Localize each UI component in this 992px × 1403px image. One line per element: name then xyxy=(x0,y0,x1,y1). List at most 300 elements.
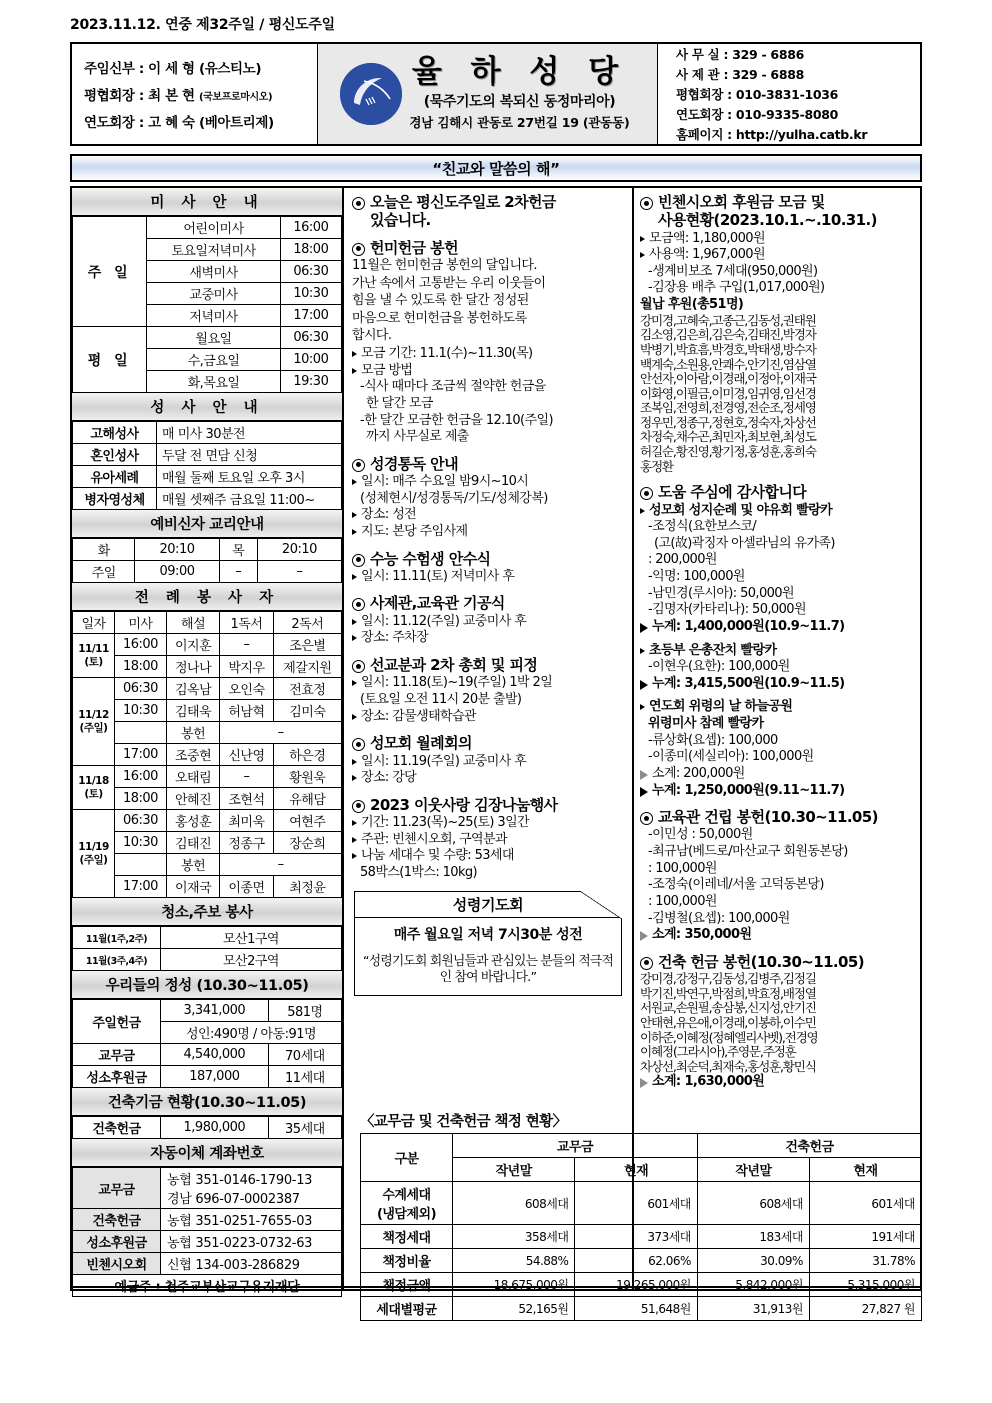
table-row: 책정비율 54.88% 62.06% 30.09% 31.78% xyxy=(361,1249,922,1273)
table-row: 17:00 조중현 신난영 하은경 xyxy=(73,744,342,766)
notice-item xyxy=(352,734,626,787)
column-header: 작년말 xyxy=(697,1158,809,1182)
notice-bullet-line xyxy=(352,346,626,363)
notice-item xyxy=(640,808,916,944)
notice-heading xyxy=(352,193,626,230)
notice-line: -이현우(요한): 100,000원 xyxy=(648,659,790,675)
spirit-prayer-message: “성령기도회 회원님들과 관심있는 분들의 적극적인 참여 바랍니다.” xyxy=(362,953,614,986)
spirit-prayer-callout xyxy=(354,891,622,996)
notice-item xyxy=(352,550,626,586)
donor-name-line: 박기진,박연구,박점희,박효정,배정열 xyxy=(640,985,816,1001)
mass-time: 06:30 xyxy=(280,327,341,349)
notice-heading-text: 2023 이웃사랑 김장나눔행사 xyxy=(370,795,558,814)
triangle-bullet-icon xyxy=(352,775,357,781)
notice-heading xyxy=(352,594,626,612)
notice-line: 58박스(1박스: 10kg) xyxy=(360,864,478,880)
liturgy-date: 11/18 (토) xyxy=(73,766,115,810)
notice-bullet-line xyxy=(640,503,916,520)
spirit-prayer-schedule: 매주 월요일 저녁 7시30분 성전 xyxy=(393,926,583,943)
bullet-circle-icon xyxy=(352,459,365,472)
triangle-bullet-icon xyxy=(352,574,357,580)
notice-line-text: 누계: 1,400,000원(10.9~11.7) xyxy=(652,618,845,634)
notice-body xyxy=(352,569,626,586)
donor-name-line: 강미경,강정구,김동성,김병주,김정길 xyxy=(640,971,816,987)
notice-line-text: 주관: 빈첸시오회, 구역분과 xyxy=(361,831,507,847)
notice-line-text: 사용액: 1,967,000원 xyxy=(649,247,765,263)
column-header: 2독서 xyxy=(273,612,341,634)
spirit-prayer-body xyxy=(354,917,622,996)
church-logo-icon xyxy=(340,63,402,125)
notice-item xyxy=(352,193,626,230)
bullet-circle-icon xyxy=(352,197,365,210)
donor-name-line: 허길순,황진영,황기정,홍성훈,홍희숙 xyxy=(640,444,816,460)
mass-time: 17:00 xyxy=(280,305,341,327)
notice-line: -조정식(요한보스코/ xyxy=(648,519,757,535)
notice-line-text: 모금 기간: 11.1(수)~11.30(목) xyxy=(361,346,533,362)
mass-name: 교중미사 xyxy=(147,283,280,305)
notice-bullet-line xyxy=(352,848,626,865)
bullet-circle-icon xyxy=(640,957,653,970)
bullet-circle-icon xyxy=(640,812,653,825)
triangle-solid-icon xyxy=(640,623,648,633)
notice-line: -최규남(베드로/마산교구 회원동본당) xyxy=(648,844,848,860)
notice-heading-text: 오늘은 평신도주일로 2차헌금 있습니다. xyxy=(370,193,556,230)
notice-bullet-line xyxy=(352,507,626,524)
table-row: 책정세대 358세대 373세대 183세대 191세대 xyxy=(361,1225,922,1249)
bullet-circle-icon xyxy=(640,487,653,500)
contact-office: 사 무 실 : 329 - 6886 xyxy=(676,47,805,62)
triangle-bullet-icon xyxy=(352,635,357,641)
mass-name: 저녁미사 xyxy=(147,305,280,327)
notice-line: 까지 사무실로 제출 xyxy=(366,429,469,445)
triangle-bullet-icon xyxy=(352,512,357,518)
triangle-bullet-icon xyxy=(640,236,645,242)
table-row: 11월(3주,4주) 모산2구역 xyxy=(73,949,342,971)
notice-heading xyxy=(352,796,626,814)
building-fund-table xyxy=(72,1116,342,1139)
notice-total-line xyxy=(640,1074,916,1091)
triangle-bullet-icon xyxy=(352,853,357,859)
donor-name-line: 김소영,김은희,김은숙,김태진,박경자 xyxy=(640,327,816,343)
mass-name: 어린이미사 xyxy=(147,217,280,239)
notice-item xyxy=(352,656,626,725)
column-header: 구분 xyxy=(361,1134,453,1182)
notice-bullet-line xyxy=(352,569,626,586)
notice-item xyxy=(640,953,916,1091)
left-column xyxy=(72,188,344,1295)
mass-name: 수,금요일 xyxy=(147,349,280,371)
notice-heading-text: 건축 헌금 봉헌(10.30~11.05) xyxy=(658,952,864,971)
mass-time: 18:00 xyxy=(280,239,341,261)
table-row: 세대별평균 52,165원 51,648원 31,913원 27,827 원 xyxy=(361,1297,922,1321)
mass-time: 10:30 xyxy=(280,283,341,305)
triangle-solid-icon xyxy=(640,680,648,690)
notice-line-text: 장소: 성전 xyxy=(361,507,417,523)
notice-bullet-line xyxy=(352,815,626,832)
offering-title: 우리들의 정성 (10.30~11.05) xyxy=(72,971,342,999)
table-row: 수계세대 (냉담제외) 608세대 601세대 608세대 601세대 xyxy=(361,1182,922,1225)
notice-line: -식사 때마다 조금씩 절약한 헌금을 xyxy=(360,379,546,395)
mass-name: 새벽미사 xyxy=(147,261,280,283)
triangle-bullet-icon xyxy=(352,479,357,485)
council-line: 평협회장 : 최 본 현 (국보프로마시오) xyxy=(84,88,273,104)
notice-line: -조정숙(이레네/서울 고덕동본당) xyxy=(648,877,824,893)
offertory-value: – xyxy=(220,854,342,876)
notice-body xyxy=(352,815,626,882)
notice-heading xyxy=(640,953,916,971)
notice-line-text: 소계: 350,000원 xyxy=(652,927,752,943)
table-row: 책정금액 18,675,000원 19,265,000원 5,842,000원 5,315,000원 xyxy=(361,1273,922,1297)
offertory-label: 봉헌 xyxy=(166,854,219,876)
notice-body xyxy=(640,231,916,475)
table-row: 주일 09:00 – – xyxy=(73,561,342,583)
notice-bullet-line xyxy=(352,363,626,380)
contact-rectory: 사 제 관 : 329 - 6888 xyxy=(676,67,805,82)
table-row: 빈첸시오회 신협 134-003-286829 xyxy=(73,1253,342,1275)
bullet-circle-icon xyxy=(352,660,365,673)
table-row: 11/12 (주일) 06:30 김옥남 오인숙 전효정 xyxy=(73,678,342,700)
notice-line: 마음으로 헌미헌금을 봉헌하도록 xyxy=(352,310,527,326)
notice-body xyxy=(352,614,626,647)
church-address: 경남 김해시 관동로 27번길 19 (관동동) xyxy=(409,115,630,130)
notice-heading-text: 선교분과 2차 총회 및 피정 xyxy=(370,656,538,675)
column-header: 현재 xyxy=(809,1158,921,1182)
yeondo-line: 연도회장 : 고 혜 숙 (베아트리제) xyxy=(84,115,274,131)
table-row: 10:30 김태욱 허남혁 김미숙 xyxy=(73,700,342,722)
notice-item xyxy=(640,483,916,799)
theme-banner: “친교와 말씀의 해” xyxy=(70,154,922,182)
notice-total-line xyxy=(640,766,916,783)
notice-line: : 100,000원 xyxy=(648,860,717,876)
notice-bullet-line xyxy=(640,699,916,716)
column-group-header: 건축헌금 xyxy=(697,1134,921,1158)
notice-bullet-line xyxy=(352,770,626,787)
notice-line-text: 누계: 3,415,500원(10.9~11.5) xyxy=(652,675,845,691)
triangle-bullet-icon xyxy=(352,714,357,720)
bullet-circle-icon xyxy=(352,554,365,567)
triangle-bullet-icon xyxy=(352,351,357,357)
notice-line-text: 모금액: 1,180,000원 xyxy=(649,230,765,246)
spirit-prayer-title xyxy=(354,891,622,917)
donor-name-line: 안태현,유은애,이경래,이봉하,이수민 xyxy=(640,1014,816,1030)
notice-line: 힘을 낼 수 있도록 한 달간 정성된 xyxy=(352,293,529,309)
triangle-bullet-icon xyxy=(352,820,357,826)
offering-table xyxy=(72,999,342,1088)
table-row: 11/11 (토) 16:00 이지훈 – 조은별 xyxy=(73,634,342,656)
mass-time: 16:00 xyxy=(280,217,341,239)
notice-bullet-line xyxy=(352,630,626,647)
notice-line-text: 모금 방법 xyxy=(361,362,413,378)
donor-name-line: 안선자,이아람,이경래,이정아,이재국 xyxy=(640,371,816,387)
council-saint-name: (국보프로마시오) xyxy=(199,92,273,103)
mass-guide-table xyxy=(72,216,342,393)
table-row: 건축헌금 농협 351-0251-7655-03 xyxy=(73,1209,342,1231)
notice-heading xyxy=(352,550,626,568)
notice-line-text: 장소: 감물생태학습관 xyxy=(361,708,476,724)
table-row: 18:00 정나나 박지우 제갈지원 xyxy=(73,656,342,678)
notice-heading-text: 사제관,교육관 기공식 xyxy=(370,594,505,613)
table-row: 병자영성체 매월 셋째주 금요일 11:00~ xyxy=(73,488,342,510)
notice-bullet-line xyxy=(352,709,626,726)
table-row: 성소후원금 농협 351-0223-0732-63 xyxy=(73,1231,342,1253)
notice-heading xyxy=(352,656,626,674)
notice-line-text: 나눔 세대수 및 수량: 53세대 xyxy=(361,848,514,864)
notice-body xyxy=(352,675,626,725)
notice-line xyxy=(640,636,916,643)
contact-homepage[interactable]: 홈페이지 : http://yulha.catb.kr xyxy=(676,127,868,142)
table-row xyxy=(73,327,342,349)
assessment-status-title: 〈교무금 및 건축헌금 책정 현황〉 xyxy=(360,1114,567,1130)
notice-body xyxy=(640,503,916,800)
table-row: 11월(1주,2주) 모산1구역 xyxy=(73,927,342,949)
table-row xyxy=(73,217,342,239)
notice-heading-text: 빈첸시오회 후원금 모금 및 사용현황(2023.10.1.~.10.31.) xyxy=(658,193,877,230)
notice-heading-text: 수능 수험생 안수식 xyxy=(370,549,491,568)
notice-line: -익명: 100,000원 xyxy=(648,569,745,585)
bullet-circle-icon xyxy=(352,243,365,256)
offering-note: 성인:490명 / 아동:91명 xyxy=(161,1022,342,1044)
table-header-row xyxy=(361,1134,922,1158)
notice-body xyxy=(352,258,626,446)
bullet-circle-icon xyxy=(352,598,365,611)
notice-line: -김병철(요셉): 100,000원 xyxy=(648,910,790,926)
liturgy-date: 11/19 (주일) xyxy=(73,810,115,898)
notice-line-text: 장소: 강당 xyxy=(361,770,417,786)
notice-line: -김장용 배추 구입(1,017,000원) xyxy=(648,280,825,296)
triangle-bullet-icon xyxy=(352,529,357,535)
notice-total-line xyxy=(640,783,916,800)
triangle-bullet-icon xyxy=(352,837,357,843)
triangle-solid-icon xyxy=(640,787,648,797)
notice-body xyxy=(352,474,626,541)
notice-line-text: 누계: 1,250,000원(9.11~11.7) xyxy=(652,782,845,798)
notice-bullet-line xyxy=(352,832,626,849)
notice-line-text: 기간: 11.23(목)~25(토) 3일간 xyxy=(361,815,530,831)
pastor-line: 주임신부 : 이 세 형 (유스티노) xyxy=(84,61,262,77)
notice-line: -생계비보조 7세대(950,000원) xyxy=(648,263,818,279)
column-group-header: 교무금 xyxy=(453,1134,698,1158)
notice-heading-text: 성모회 월례회의 xyxy=(370,734,472,753)
notice-heading-text: 교육관 건립 봉헌(10.30~11.05) xyxy=(658,808,878,827)
table-row: 주일헌금 3,341,000 581명 xyxy=(73,1000,342,1022)
triangle-bullet-icon xyxy=(640,648,645,654)
offering-label: 주일헌금 xyxy=(73,1000,161,1044)
table-row: 11/18 (토) 16:00 오태림 – 황원욱 xyxy=(73,766,342,788)
mass-time: 06:30 xyxy=(280,261,341,283)
notice-heading-text: 도움 주심에 감사합니다 xyxy=(658,483,807,502)
sacrament-guide-title: 성 사 안 내 xyxy=(72,393,342,421)
notice-bullet-line xyxy=(352,524,626,541)
notice-heading xyxy=(352,455,626,473)
notice-heading xyxy=(640,193,916,230)
table-row: 성소후원금 187,000 11세대 xyxy=(73,1066,342,1088)
notice-line: -류상화(요셉): 100,000 xyxy=(648,732,778,748)
triangle-bullet-icon xyxy=(352,619,357,625)
notice-item xyxy=(352,796,626,882)
notice-line-text: 일시: 11.19(주일) 교중미사 후 xyxy=(361,753,527,769)
notice-line: 11월은 헌미헌금 봉헌의 달입니다. xyxy=(352,257,537,273)
donor-name-line: 정우민,정종구,정현호,정숙자,차상선 xyxy=(640,414,816,430)
mass-day-group: 평 일 xyxy=(73,327,147,393)
notice-heading xyxy=(352,734,626,752)
notice-item xyxy=(352,239,626,446)
notice-line: -남민경(루시아): 50,000원 xyxy=(648,585,794,601)
notice-line-text: 일시: 11.11(토) 저녁미사 후 xyxy=(361,568,515,584)
notice-line: 위령미사 참례 빨랑카 xyxy=(648,716,764,732)
donor-name-line: 조복임,전영희,전경영,전순조,정세영 xyxy=(640,400,816,416)
notice-line: -이종미(세실리아): 100,000원 xyxy=(648,749,814,765)
column-header: 작년말 xyxy=(453,1158,575,1182)
donor-name-line: 박병기,박효흠,박경호,박태생,방수자 xyxy=(640,341,816,357)
mass-name: 화,목요일 xyxy=(147,371,280,393)
contact-yeondo-chair: 연도회장 : 010-9335-8080 xyxy=(676,107,839,122)
table-row: 10:30 김태진 정종구 장순희 xyxy=(73,832,342,854)
page-bottom-rule xyxy=(70,1286,922,1288)
notice-line-text: 일시: 11.12(주일) 교중미사 후 xyxy=(361,613,527,629)
donor-name-line: 서원교,손원필,송삼봉,신지성,안기진 xyxy=(640,1000,816,1016)
mass-name: 월요일 xyxy=(147,327,280,349)
dateline: 2023.11.12. 연중 제32주일 / 평신도주일 xyxy=(70,17,335,33)
donor-name-line: 차정숙,채수곤,최민자,최보현,최성도 xyxy=(640,429,816,445)
notice-line-text: 지도: 본당 주임사제 xyxy=(361,523,468,539)
column-header: 해설 xyxy=(166,612,219,634)
spirit-prayer-title-text: 성령기도회 xyxy=(452,895,524,914)
notice-line: -한 달간 모금한 헌금을 12.10(주일) xyxy=(360,412,553,428)
liturgy-date: 11/12 (주일) xyxy=(73,678,115,766)
notice-line-text: 성모회 성지순례 및 야유회 빨랑카 xyxy=(649,502,833,518)
offertory-label: 봉헌 xyxy=(166,722,219,744)
column-header: 일자 xyxy=(73,612,115,634)
notice-line-text: 소계: 200,000원 xyxy=(652,765,745,781)
notice-line-text: 연도회 위령의 날 하늘공원 xyxy=(649,699,793,715)
notice-item xyxy=(352,455,626,541)
masthead-staff xyxy=(72,44,318,144)
assessment-status-table xyxy=(360,1133,922,1321)
notice-bullet-line xyxy=(352,474,626,491)
notice-line: 월납 후원(총51명) xyxy=(640,297,744,313)
bullet-circle-icon xyxy=(352,738,365,751)
building-fund-title: 건축기금 현황(10.30~11.05) xyxy=(72,1088,342,1116)
table-header-row xyxy=(73,612,342,634)
catechumen-title: 예비신자 교리안내 xyxy=(72,510,342,538)
church-name: 율 하 성 당 xyxy=(411,54,628,90)
triangle-bullet-icon xyxy=(352,759,357,765)
column-header: 1독서 xyxy=(220,612,273,634)
table-row: 유아세례 매월 둘째 토요일 오후 3시 xyxy=(73,466,342,488)
contact-council-chair: 평협회장 : 010-3831-1036 xyxy=(676,87,839,102)
column-header: 현재 xyxy=(575,1158,697,1182)
notice-line-text: 일시: 매주 수요일 밤9시~10시 xyxy=(361,474,529,490)
masthead xyxy=(70,42,922,146)
mass-time: 10:00 xyxy=(280,349,341,371)
triangle-outline-icon xyxy=(640,931,648,941)
bullet-circle-icon xyxy=(352,800,365,813)
donor-name-line: 차상선,최순덕,최재숙,홍성훈,황민식 xyxy=(640,1058,816,1074)
notice-line: (고(故)곽징자 아셀라님의 유가족) xyxy=(654,535,835,551)
notice-bullet-line xyxy=(640,643,916,660)
bullet-circle-icon xyxy=(640,197,653,210)
triangle-bullet-icon xyxy=(640,508,645,514)
notice-line-text: 일시: 11.18(토)~19(주일) 1박 2일 xyxy=(361,675,553,691)
mass-time: 19:30 xyxy=(280,371,341,393)
notice-line: -이민성 : 50,000원 xyxy=(648,827,753,843)
triangle-bullet-icon xyxy=(352,680,357,686)
table-row: 혼인성사 두달 전 면담 신청 xyxy=(73,444,342,466)
notice-bullet-line xyxy=(352,754,626,771)
masthead-contacts xyxy=(658,44,920,144)
donor-name-line: 홍정환 xyxy=(640,458,673,474)
notice-heading-text: 헌미헌금 봉헌 xyxy=(370,238,458,257)
notice-body xyxy=(352,754,626,787)
notice-heading-text: 성경통독 안내 xyxy=(370,454,458,473)
notice-bullet-line xyxy=(640,231,916,248)
column-header: 미사 xyxy=(115,612,167,634)
liturgy-title: 전 례 봉 사 자 xyxy=(72,583,342,611)
notice-line: -김명자(카타리나): 50,000원 xyxy=(648,602,806,618)
sacrament-table xyxy=(72,421,342,510)
notice-line: : 200,000원 xyxy=(648,552,717,568)
triangle-bullet-icon xyxy=(640,252,645,258)
notice-line: 가난 속에서 고통받는 우리 이웃들이 xyxy=(352,275,546,291)
notice-body xyxy=(640,972,916,1091)
cleaning-table xyxy=(72,926,342,971)
notice-line: (성체현시/성경통독/기도/성체강복) xyxy=(360,490,548,506)
notice-heading xyxy=(640,808,916,826)
notice-body xyxy=(640,827,916,943)
notice-line: : 100,000원 xyxy=(648,893,717,909)
cleaning-title: 청소,주보 봉사 xyxy=(72,898,342,926)
notice-line: 합시다. xyxy=(352,328,392,344)
assessment-status-section xyxy=(360,1110,922,1321)
notice-heading xyxy=(640,483,916,501)
notice-line-text: 소계: 1,630,000원 xyxy=(652,1074,765,1090)
notice-bullet-line xyxy=(352,614,626,631)
triangle-outline-icon xyxy=(640,770,648,780)
triangle-bullet-icon xyxy=(352,368,357,374)
table-row: 교무금 농협 351-0146-1790-13 경남 696-07-0002387 xyxy=(73,1168,342,1209)
table-row: 교무금 4,540,000 70세대 xyxy=(73,1044,342,1066)
notice-line-text: 초등부 은총잔치 빨랑카 xyxy=(649,642,777,658)
corner-fold-icon xyxy=(580,891,622,919)
notice-line-text: 장소: 주차장 xyxy=(361,630,429,646)
church-subtitle: (묵주기도의 복되신 동정마리아) xyxy=(423,94,616,110)
liturgy-table xyxy=(72,611,342,898)
table-row: 고해성사 매 미사 30분전 xyxy=(73,422,342,444)
notice-line: 한 달간 모금 xyxy=(366,395,433,411)
notice-bullet-line xyxy=(352,675,626,692)
mass-day-group: 주 일 xyxy=(73,217,147,327)
notice-heading xyxy=(352,239,626,257)
donor-name-line: 이하준,이혜정(정혜엘리사벳),전경영 xyxy=(640,1029,818,1045)
triangle-bullet-icon xyxy=(640,704,645,710)
table-row: 건축헌금 1,980,000 35세대 xyxy=(73,1117,342,1139)
notice-line: (토요일 오전 11시 20분 출발) xyxy=(360,691,522,707)
donor-name-line: 이화영,이필금,이미경,임귀영,임선경 xyxy=(640,385,816,401)
donor-name-line: 강미경,고혜숙,고종근,김동성,권태원 xyxy=(640,312,816,328)
table-row: 11/19 (주일) 06:30 홍성훈 최미욱 여현주 xyxy=(73,810,342,832)
notice-bullet-line xyxy=(640,247,916,264)
notice-item xyxy=(640,193,916,474)
triangle-outline-icon xyxy=(640,1078,648,1088)
table-row: 17:00 이재국 이종면 최정윤 xyxy=(73,876,342,898)
table-row: 18:00 안혜진 조현석 유해담 xyxy=(73,788,342,810)
donor-name-line: 이혜정(그라시아),주영문,주정훈 xyxy=(640,1044,796,1060)
offertory-value: – xyxy=(220,722,342,744)
catechumen-table xyxy=(72,538,342,583)
liturgy-date: 11/11 (토) xyxy=(73,634,115,678)
donor-name-line: 백계숙,소원용,안쾌수,안기진,염삼열 xyxy=(640,356,816,372)
notice-total-line xyxy=(640,619,916,636)
